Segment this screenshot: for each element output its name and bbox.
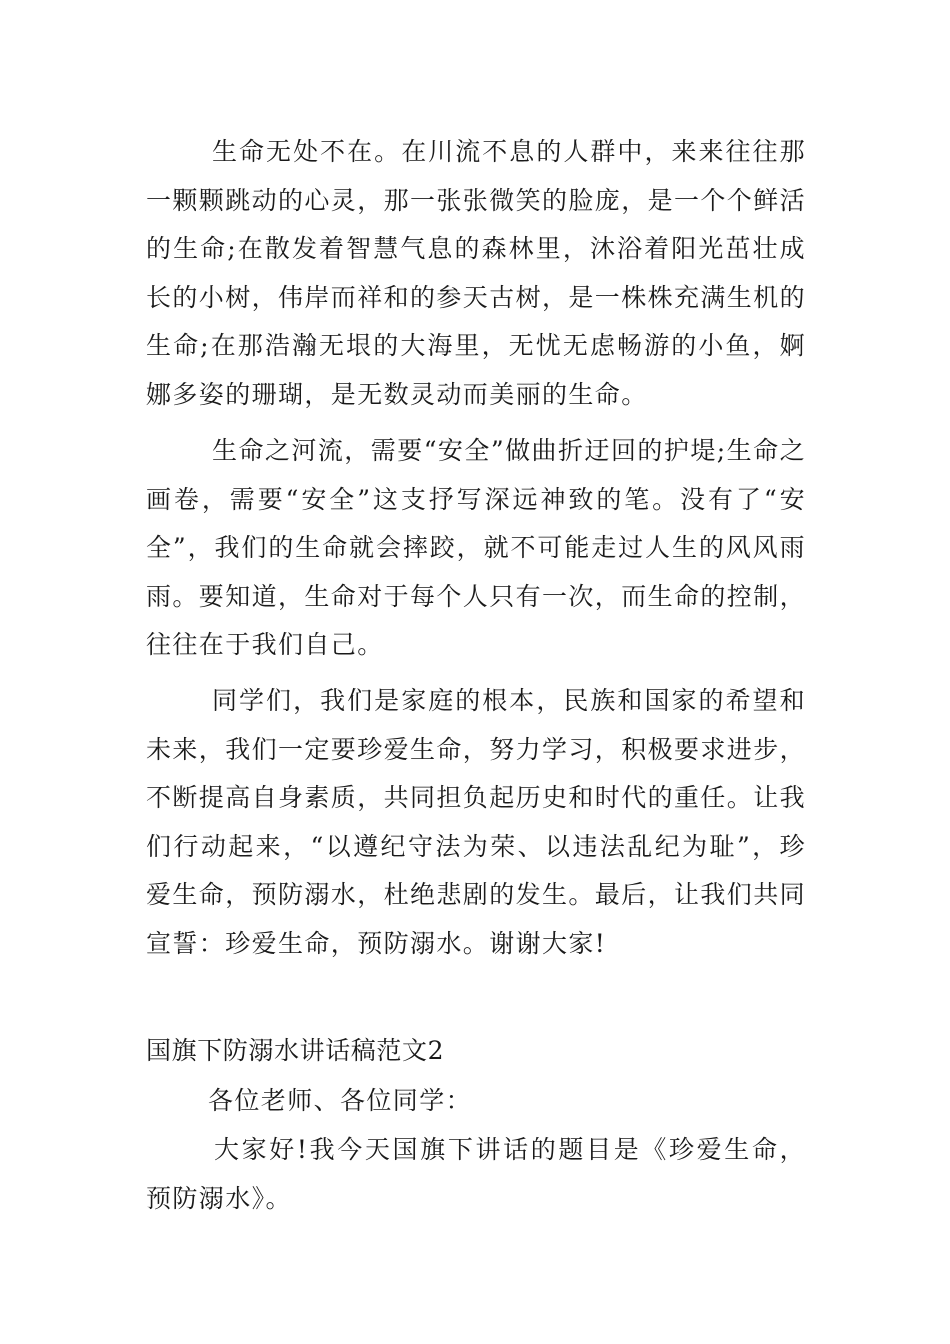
paragraph-opening: 大家好!我今天国旗下讲话的题目是《珍爱生命，预防溺水》。 xyxy=(146,1135,806,1213)
paragraph-call-to-action: 同学们，我们是家庭的根本，民族和国家的希望和未来，我们一定要珍爱生命，努力学习，积极要求进步，不断提高自身素质，共同担负起历史和时代的重任。让我们行动起来，“以遵纪守法为荣、以违法乱纪为耻”，珍爱生命，预防溺水，杜绝悲剧的发生。最后，让我们共同宣誓：珍爱生命，预防溺水。谢谢大家! xyxy=(146,686,807,958)
section-heading: 国旗下防溺水讲话稿范文2 xyxy=(146,1036,445,1065)
paragraph-safety: 生命之河流，需要“安全”做曲折迂回的护堤;生命之画卷，需要“安全”这支抒写深远神致的笔。没有了“安全”，我们的生命就会摔跤，就不可能走过人生的风风雨雨。要知道，生命对于每个人只有一次，而生命的控制，往往在于我们自己。 xyxy=(146,436,807,660)
salutation: 各位老师、各位同学： xyxy=(208,1086,473,1115)
paragraph-life-everywhere: 生命无处不在。在川流不息的人群中，来来往往那一颗颗跳动的心灵，那一张张微笑的脸庞，是一个个鲜活的生命;在散发着智慧气息的森林里，沐浴着阳光茁壮成长的小树，伟岸而祥和的参天古树，是一株株充满生机的生命;在那浩瀚无垠的大海里，无忧无虑畅游的小鱼，婀娜多姿的珊瑚，是无数灵动而美丽的生命。 xyxy=(146,137,807,409)
